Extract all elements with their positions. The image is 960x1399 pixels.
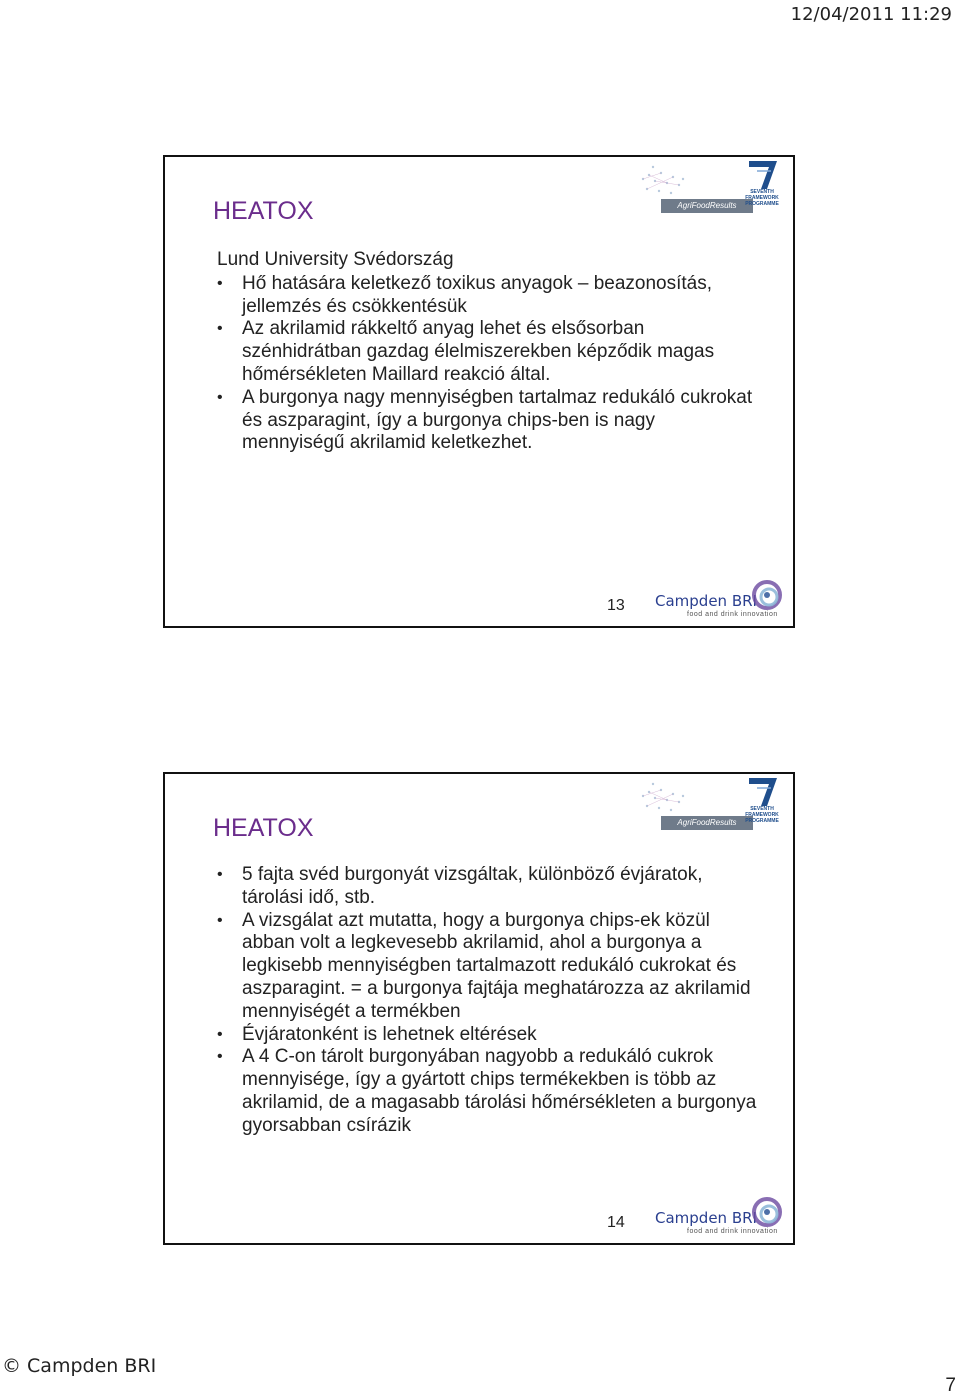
campden-bri-name: Campden BRI: [655, 1209, 757, 1227]
bullet-icon: •: [217, 274, 223, 292]
fp7-agrifood-logo: [631, 776, 791, 836]
campden-tagline: food and drink innovation: [687, 611, 778, 618]
fp7-seven-icon: [749, 778, 777, 806]
slide-body: [217, 249, 757, 455]
slide-number: 14: [607, 1214, 625, 1231]
agrifood-badge: AgriFoodResults: [661, 816, 753, 830]
seventh-framework-text: SEVENTH FRAMEWORK PROGRAMME: [745, 806, 779, 824]
bullet-icon: •: [217, 866, 223, 883]
campden-bri-logo: [655, 1196, 785, 1238]
print-timestamp: 12/04/2011 11:29: [790, 4, 952, 25]
slide-14: [163, 772, 795, 1245]
list-item: • A vizsgálat azt mutatta, hogy a burgonya chips-ek közül abban volt a legkevesebb akrilamid, ahol a burgonya a legkisebb mennyiségben tartalmazott redukáló cukrokat és aszparagint. = a burgonya fajtája meghatározza az akrilamid mennyiségét a termékben: [217, 909, 751, 1022]
list-item: • Az akrilamid rákkeltő anyag lehet és elsősorban szénhidrátban gazdag élelmiszerekben képződik magas hőmérsékleten Maillard reakció által.: [217, 318, 715, 385]
list-item: • A 4 C-on tárolt burgonyában nagyobb a redukáló cukrok mennyisége, így a gyártott chips termékekben is több az akrilamid, de a magasabb tárolási hőmérsékleten a burgonya gyorsabban csírázik: [217, 1046, 757, 1136]
slide-13: [163, 155, 795, 628]
slide-title: HEATOX: [213, 197, 314, 225]
seventh-framework-text: SEVENTH FRAMEWORK PROGRAMME: [745, 189, 779, 207]
campden-bri-logo: [655, 579, 785, 621]
bullet-icon: •: [217, 1048, 223, 1066]
fp7-seven-icon: [749, 161, 777, 189]
list-item: • 5 fajta svéd burgonyát vizsgáltak, különböző évjáratok, tárolási idő, stb.: [217, 864, 703, 908]
bullet-icon: •: [217, 1025, 223, 1043]
campden-bri-name: Campden BRI: [655, 592, 757, 610]
campden-swirl-icon: [745, 579, 785, 615]
page-number: 7: [945, 1375, 956, 1396]
bullet-icon: •: [217, 320, 223, 338]
fp7-agrifood-logo: [631, 159, 791, 219]
footer-copyright: © Campden BRI: [2, 1355, 157, 1377]
list-item: • Hő hatására keletkező toxikus anyagok – beazonosítás, jellemzés és csökkentésük: [217, 272, 713, 317]
slide-title: HEATOX: [213, 814, 314, 842]
list-item: • Évjáratonként is lehetnek eltérések: [217, 1023, 537, 1045]
agrifood-badge: AgriFoodResults: [661, 199, 753, 213]
list-item: • A burgonya nagy mennyiségben tartalmaz redukáló cukrokat és aszparagint, így a burgonya chips-ben is nagy mennyiségű akrilamid keletkezhet.: [217, 386, 753, 454]
slide-body: [217, 864, 757, 1138]
bullet-icon: •: [217, 388, 223, 406]
bullet-list: [217, 864, 757, 1138]
intro-line: Lund University Svédország: [217, 249, 454, 270]
slide-number: 13: [607, 597, 625, 614]
campden-swirl-icon: [745, 1196, 785, 1232]
bullet-list: [217, 273, 757, 455]
bullet-icon: •: [217, 911, 223, 929]
campden-tagline: food and drink innovation: [687, 1228, 778, 1235]
